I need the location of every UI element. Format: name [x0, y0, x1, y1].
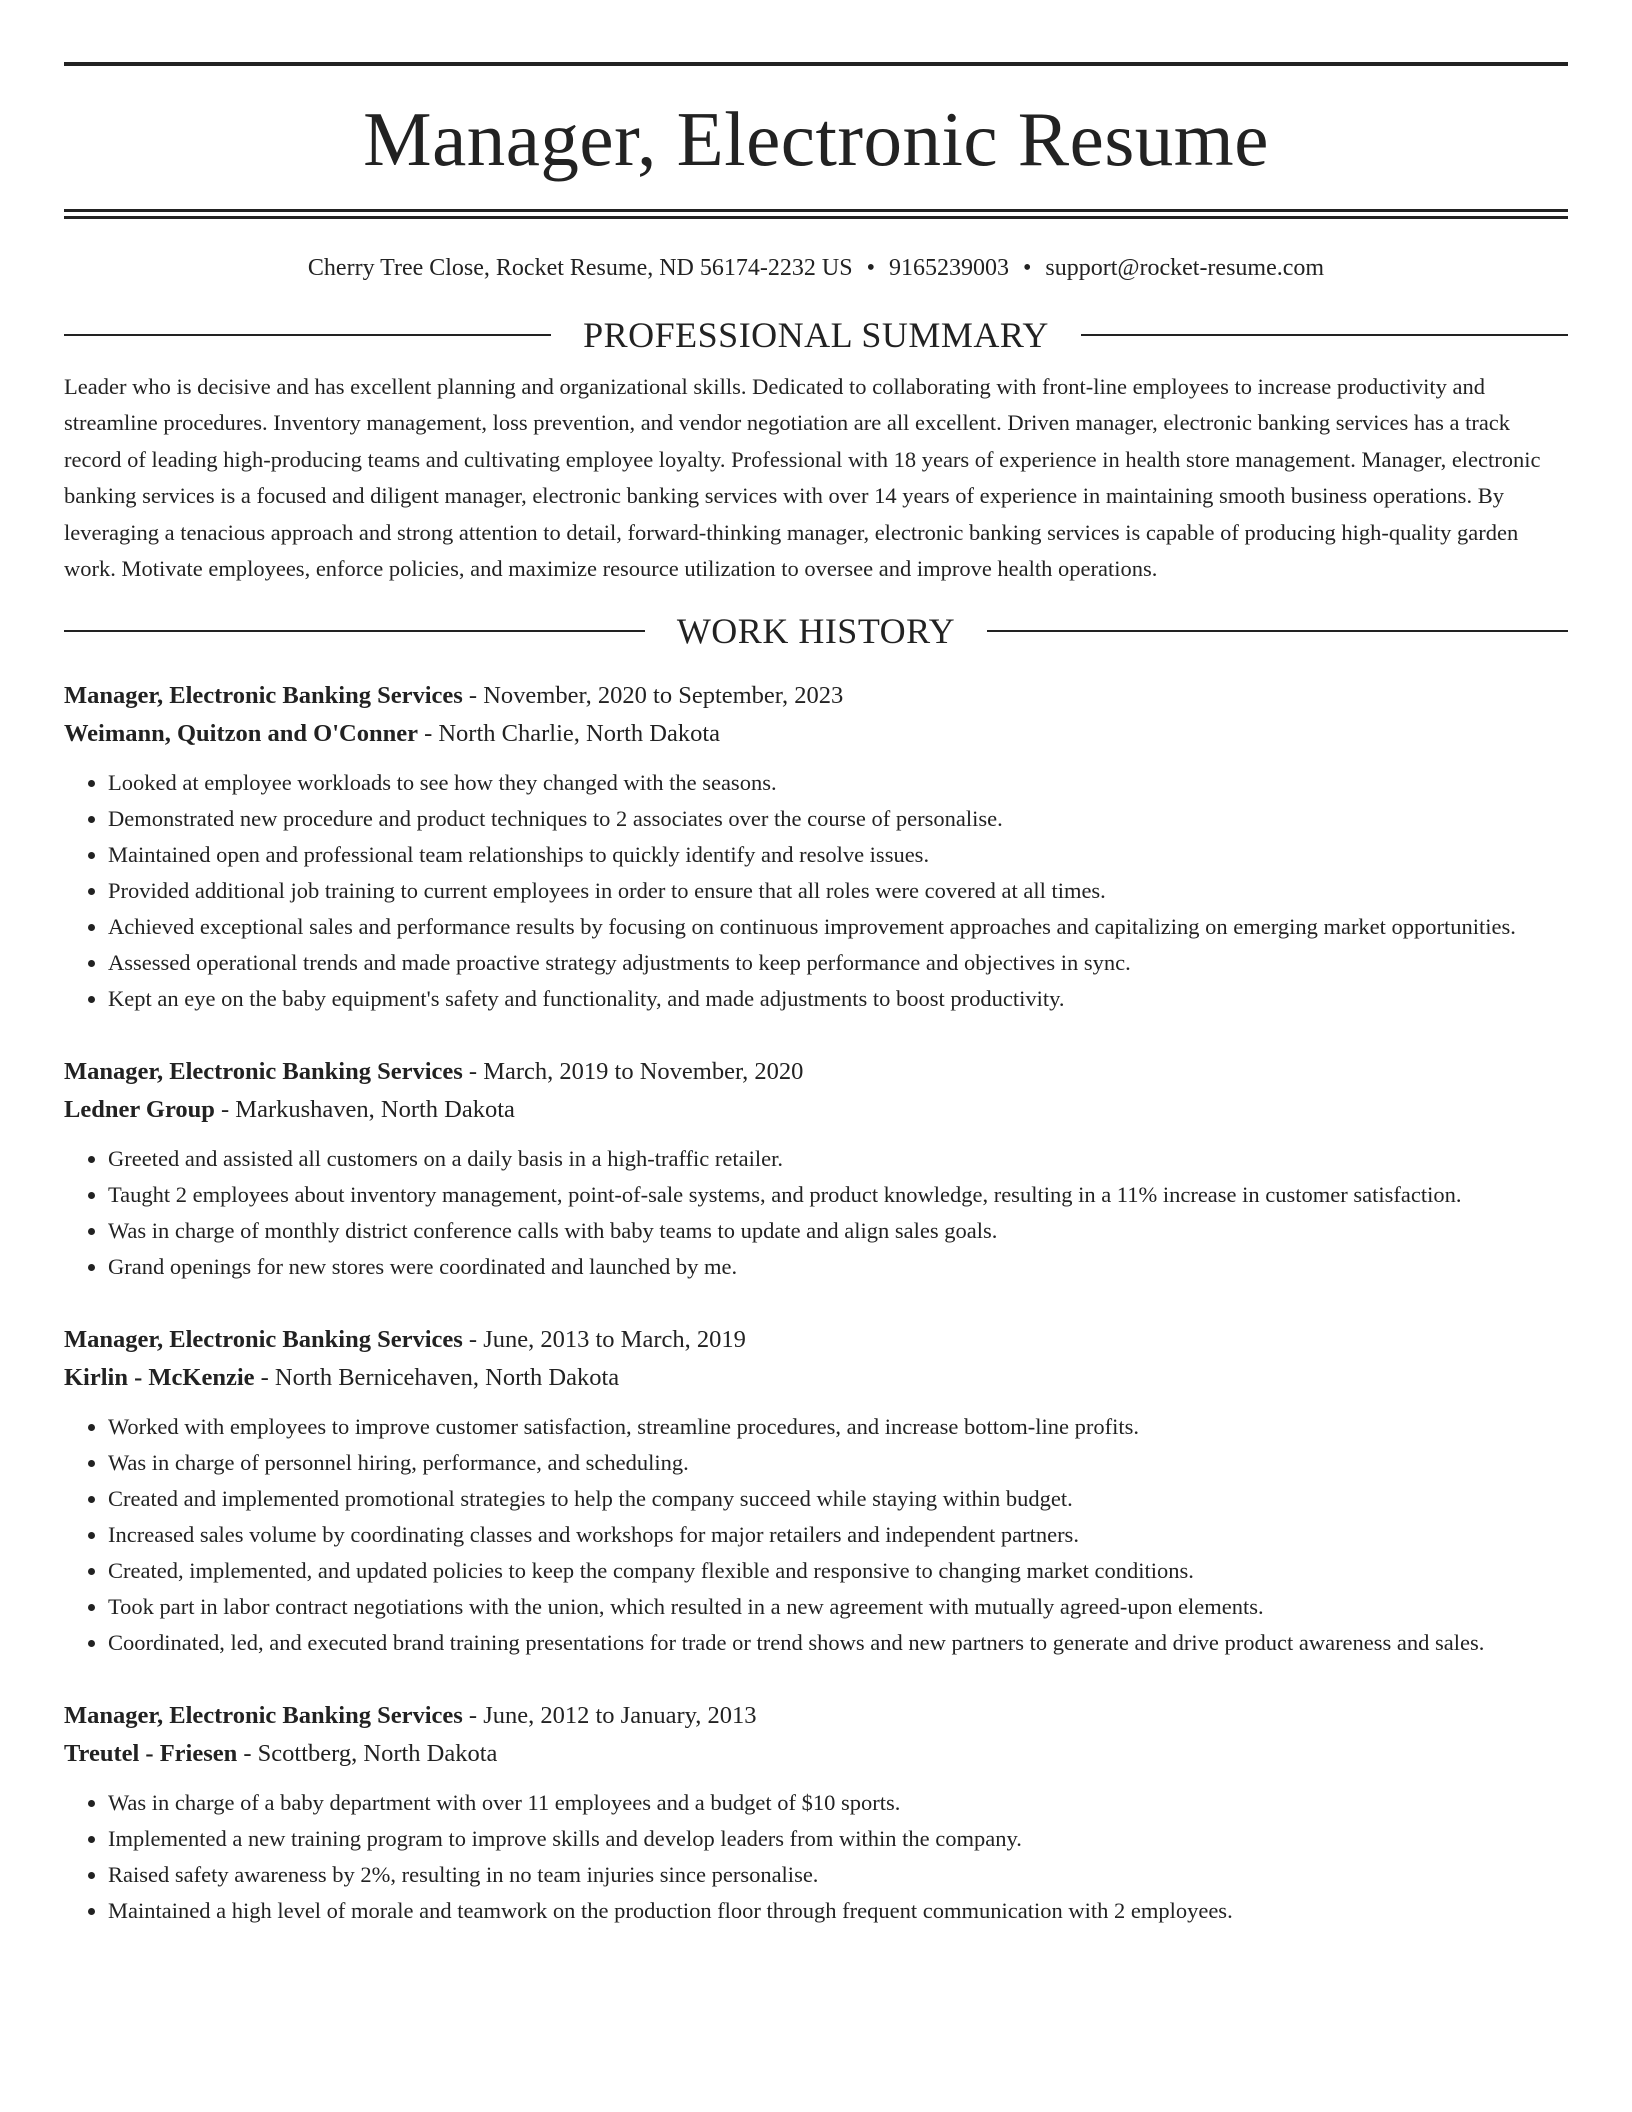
job-title: Manager, Electronic Banking Services	[64, 1326, 463, 1354]
job-entry	[64, 1321, 1568, 1661]
summary-text: Leader who is decisive and has excellent planning and organizational skills. Dedicated to collaborating with front-line employees to increase productivity and streamline procedures. Inventory management, loss prevention, and vendor negotiation are all excellent. Driven manager, electronic banking services has a track record of leading high-producing teams and cultivating employee loyalty. Professional with 18 years of experience in health store management. Manager, electronic banking services is a focused and diligent manager, electronic banking services with over 14 years of experience in maintaining smooth business operations. By leveraging a tenacious approach and strong attention to detail, forward-thinking manager, electronic banking services is capable of producing high-quality garden work. Motivate employees, enforce policies, and maximize resource utilization to oversee and improve health operations.	[64, 374, 1541, 582]
job-dates: - November, 2020 to September, 2023	[462, 682, 844, 710]
job-bullets	[64, 1141, 1568, 1285]
job-company-line	[64, 1735, 1568, 1773]
contact-email[interactable]: support@rocket-resume.com	[1045, 255, 1325, 281]
job-location: - North Charlie, North Dakota	[417, 720, 721, 748]
job-location: - Scottberg, North Dakota	[237, 1740, 498, 1768]
job-bullet: • Taught 2 employees about inventory management, point-of-sale systems, and product knowledge, resulting in a 11% increase in customer satisfaction.	[108, 1177, 1568, 1213]
job-company: Kirlin - McKenzie	[64, 1364, 255, 1392]
job-title: Manager, Electronic Banking Services	[64, 1058, 463, 1086]
summary-section-header	[64, 313, 1568, 357]
job-title-line	[64, 1053, 1568, 1091]
job-bullet: • Looked at employee workloads to see how they changed with the seasons.	[108, 765, 1568, 801]
job-bullet: • Maintained a high level of morale and teamwork on the production floor through frequent communication with 2 employees.	[108, 1893, 1568, 1929]
job-dates: - June, 2013 to March, 2019	[462, 1326, 746, 1354]
job-title-line	[64, 1321, 1568, 1359]
job-location: - North Bernicehaven, North Dakota	[254, 1364, 620, 1392]
job-bullet: • Was in charge of monthly district conference calls with baby teams to update and align sales goals.	[108, 1213, 1568, 1249]
job-bullets	[64, 1409, 1568, 1661]
job-entry	[64, 677, 1568, 1017]
job-title-line	[64, 1697, 1568, 1735]
job-company-line	[64, 1359, 1568, 1397]
contact-address: Cherry Tree Close, Rocket Resume, ND 56174-2232 US	[307, 255, 853, 281]
job-company-line	[64, 715, 1568, 753]
job-bullet: • Took part in labor contract negotiations with the union, which resulted in a new agreement with mutually agreed-upon elements.	[108, 1589, 1568, 1625]
job-bullet: • Increased sales volume by coordinating classes and workshops for major retailers and independent partners.	[108, 1517, 1568, 1553]
job-title: Manager, Electronic Banking Services	[64, 682, 463, 710]
contact-line	[64, 253, 1568, 283]
job-bullet: • Worked with employees to improve customer satisfaction, streamline procedures, and increase bottom-line profits.	[108, 1409, 1568, 1445]
header-double-rule	[64, 209, 1568, 219]
job-bullet: • Grand openings for new stores were coordinated and launched by me.	[108, 1249, 1568, 1285]
job-company: Weimann, Quitzon and O'Conner	[64, 720, 418, 748]
job-bullet: • Provided additional job training to current employees in order to ensure that all roles were covered at all times.	[108, 873, 1568, 909]
resume-page	[64, 0, 1568, 1929]
job-bullet: • Assessed operational trends and made proactive strategy adjustments to keep performance and objectives in sync.	[108, 945, 1568, 981]
job-entry	[64, 1053, 1568, 1285]
job-dates: - March, 2019 to November, 2020	[462, 1058, 804, 1086]
job-bullet: • Achieved exceptional sales and performance results by focusing on continuous improvement approaches and capitalizing on emerging market opportunities.	[108, 909, 1568, 945]
job-bullet: • Maintained open and professional team relationships to quickly identify and resolve issues.	[108, 837, 1568, 873]
section-rule-left	[64, 334, 551, 336]
job-bullets	[64, 1785, 1568, 1929]
job-company: Ledner Group	[64, 1096, 215, 1124]
summary-heading: PROFESSIONAL SUMMARY	[583, 315, 1049, 355]
job-bullet: • Implemented a new training program to improve skills and develop leaders from within the company.	[108, 1821, 1568, 1857]
section-rule-right	[1081, 334, 1568, 336]
job-bullet: • Was in charge of a baby department with over 11 employees and a budget of $10 sports.	[108, 1785, 1568, 1821]
job-entry	[64, 1697, 1568, 1929]
contact-phone[interactable]: 9165239003	[888, 255, 1009, 281]
job-company: Treutel - Friesen	[64, 1740, 238, 1768]
job-bullet: • Created and implemented promotional strategies to help the company succeed while staying within budget.	[108, 1481, 1568, 1517]
section-rule-left	[64, 630, 645, 632]
work-history-section-header	[64, 609, 1568, 653]
job-bullet: • Created, implemented, and updated policies to keep the company flexible and responsive to changing market conditions.	[108, 1553, 1568, 1589]
job-company-line	[64, 1091, 1568, 1129]
work-history-heading: WORK HISTORY	[676, 611, 956, 652]
job-bullets	[64, 765, 1568, 1017]
contact-separator: •	[866, 255, 875, 281]
job-location: - Markushaven, North Dakota	[214, 1096, 515, 1124]
job-title: Manager, Electronic Banking Services	[64, 1702, 463, 1730]
job-bullet: • Coordinated, led, and executed brand training presentations for trade or trend shows and new partners to generate and drive product awareness and sales.	[108, 1625, 1568, 1661]
job-bullet: • Raised safety awareness by 2%, resulting in no team injuries since personalise.	[108, 1857, 1568, 1893]
resume-name: Manager, Electronic Resume	[363, 96, 1269, 182]
job-dates: - June, 2012 to January, 2013	[462, 1702, 757, 1730]
header-top-rule	[64, 62, 1568, 66]
job-bullet: • Was in charge of personnel hiring, performance, and scheduling.	[108, 1445, 1568, 1481]
job-bullet: • Kept an eye on the baby equipment's safety and functionality, and made adjustments to boost productivity.	[108, 981, 1568, 1017]
contact-separator: •	[1022, 255, 1032, 281]
job-bullet: • Demonstrated new procedure and product techniques to 2 associates over the course of personalise.	[108, 801, 1568, 837]
job-title-line	[64, 677, 1568, 715]
job-bullet: • Greeted and assisted all customers on a daily basis in a high-traffic retailer.	[108, 1141, 1568, 1177]
section-rule-right	[987, 630, 1568, 632]
